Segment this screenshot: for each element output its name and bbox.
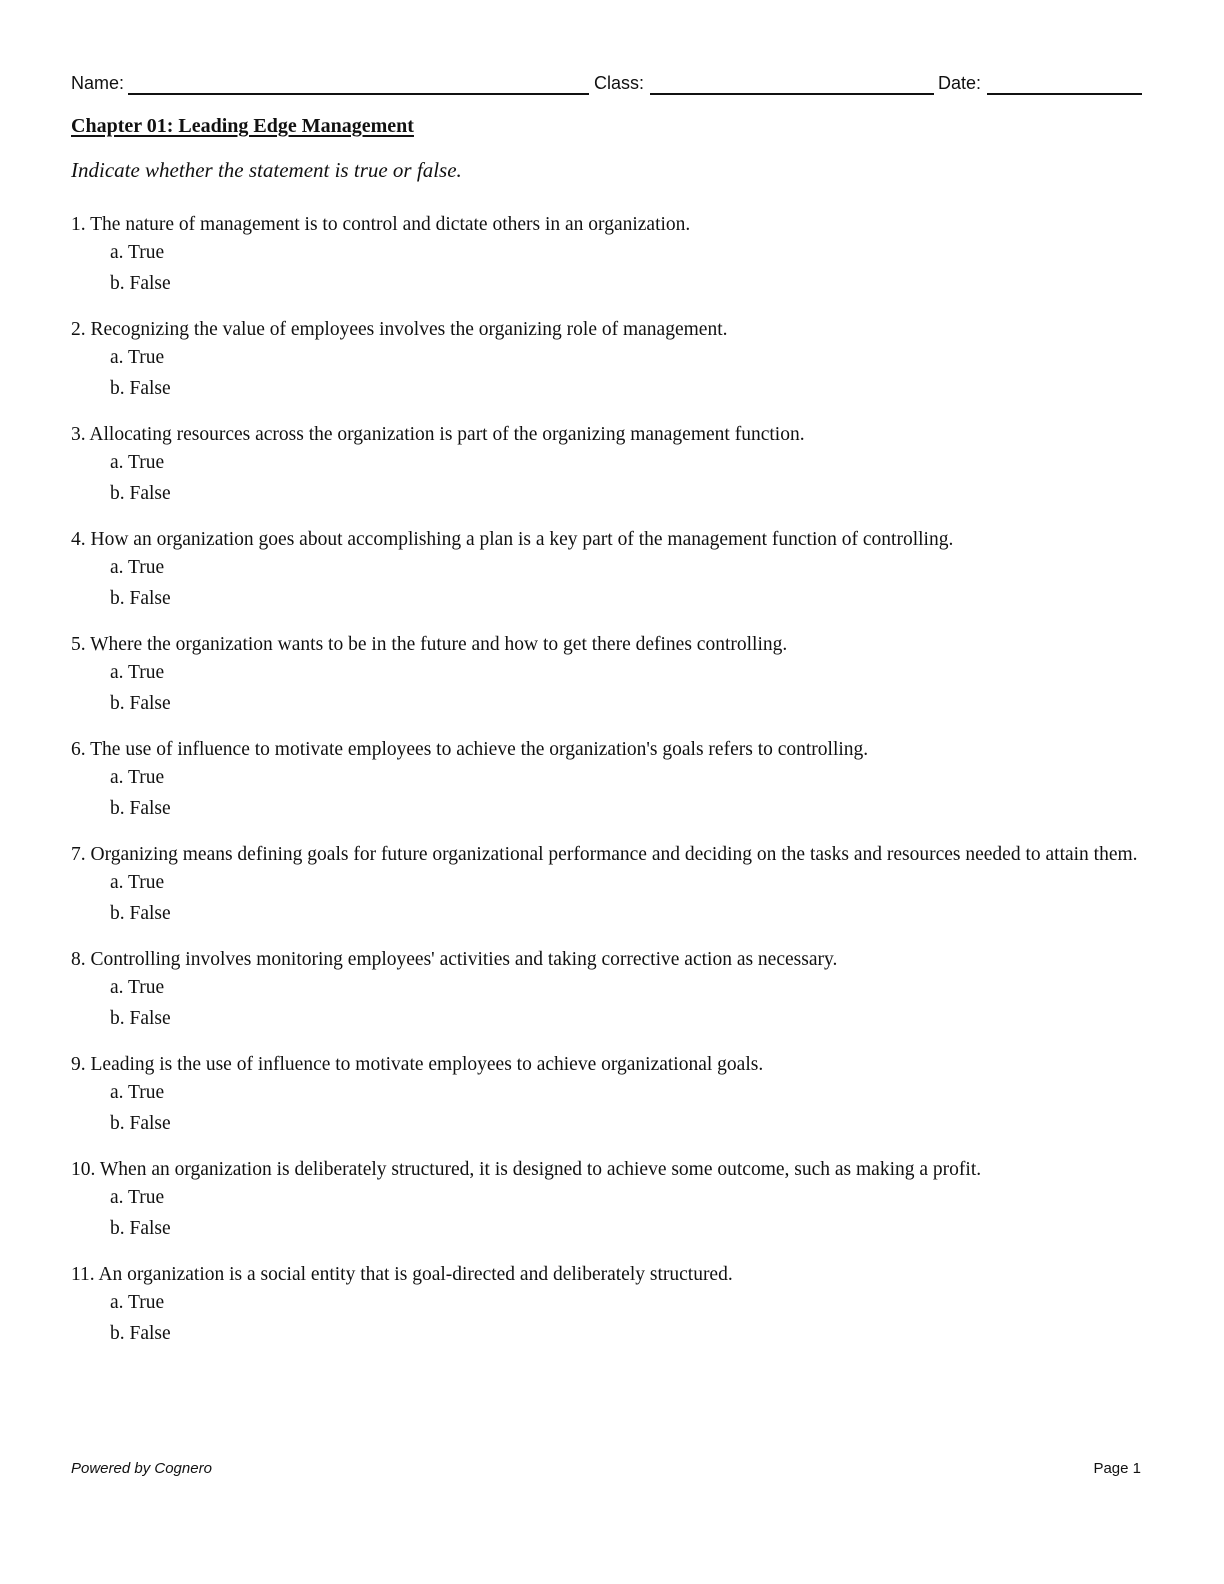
instructions: Indicate whether the statement is true or false.: [71, 158, 462, 182]
question-item: [71, 1052, 1146, 1139]
question-item: [71, 317, 1146, 404]
option-true: a. True: [110, 1187, 165, 1208]
option-true: a. True: [110, 662, 165, 683]
date-blank-line: [987, 93, 1142, 95]
student-info-header: [71, 72, 1142, 98]
question-text: 11. An organization is a social entity that is goal-directed and deliberately structured.: [71, 1264, 733, 1285]
option-false: b. False: [110, 588, 171, 609]
option-true: a. True: [110, 767, 165, 788]
question-text: 8. Controlling involves monitoring employees' activities and taking corrective action as necessary.: [71, 949, 838, 970]
question-item: [71, 422, 1146, 509]
chapter-title: Chapter 01: Leading Edge Management: [71, 115, 414, 137]
question-text: 1. The nature of management is to control and dictate others in an organization.: [71, 214, 691, 235]
question-item: [71, 212, 1146, 299]
option-false: b. False: [110, 483, 171, 504]
date-label: Date:: [938, 73, 982, 93]
option-true: a. True: [110, 1082, 165, 1103]
class-blank-line: [650, 93, 934, 95]
question-text: 10. When an organization is deliberately structured, it is designed to achieve some outcome, such as making a profit.: [71, 1159, 982, 1180]
question-item: [71, 1157, 1146, 1244]
question-text: 5. Where the organization wants to be in the future and how to get there defines controlling.: [71, 634, 788, 655]
option-true: a. True: [110, 242, 165, 263]
question-item: [71, 737, 1146, 824]
option-false: b. False: [110, 798, 171, 819]
option-true: a. True: [110, 977, 165, 998]
class-label: Class:: [594, 73, 645, 93]
question-item: [71, 527, 1146, 614]
question-text: 6. The use of influence to motivate employees to achieve the organization's goals refers to controlling.: [71, 739, 869, 760]
option-false: b. False: [110, 273, 171, 294]
option-false: b. False: [110, 1008, 171, 1029]
option-false: b. False: [110, 378, 171, 399]
question-text: 3. Allocating resources across the organization is part of the organizing management function.: [71, 424, 805, 445]
option-false: b. False: [110, 1113, 171, 1134]
option-true: a. True: [110, 872, 165, 893]
question-list: [71, 212, 1146, 1367]
page-number: Page 1: [1093, 1460, 1141, 1477]
option-false: b. False: [110, 1323, 171, 1344]
name-blank-line: [128, 93, 589, 95]
option-false: b. False: [110, 1218, 171, 1239]
name-label: Name:: [71, 73, 125, 93]
option-false: b. False: [110, 693, 171, 714]
question-text: 9. Leading is the use of influence to motivate employees to achieve organizational goals.: [71, 1054, 764, 1075]
question-text: 4. How an organization goes about accomplishing a plan is a key part of the management function of controlling.: [71, 529, 954, 550]
option-true: a. True: [110, 557, 165, 578]
question-item: [71, 632, 1146, 719]
option-true: a. True: [110, 1292, 165, 1313]
powered-by-footer: Powered by Cognero: [71, 1460, 212, 1477]
option-false: b. False: [110, 903, 171, 924]
question-item: [71, 1262, 1146, 1349]
option-true: a. True: [110, 452, 165, 473]
option-true: a. True: [110, 347, 165, 368]
question-item: [71, 947, 1146, 1034]
question-text: 2. Recognizing the value of employees involves the organizing role of management.: [71, 319, 728, 340]
question-text: 7. Organizing means defining goals for future organizational performance and deciding on the tasks and resources needed to attain them.: [71, 844, 1138, 865]
question-item: [71, 842, 1146, 929]
